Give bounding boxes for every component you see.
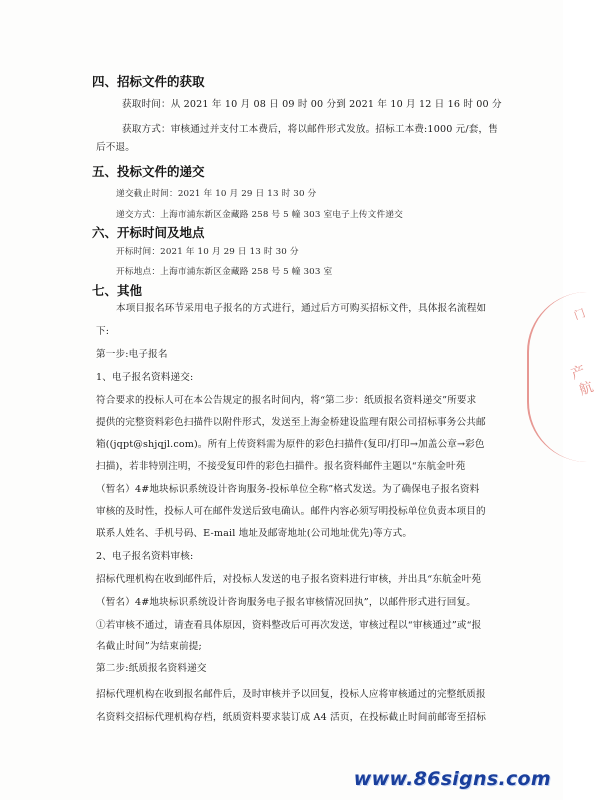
section-7-heading: 七、其他 <box>92 283 143 298</box>
s7-line: 名资料交招标代理机构存档，纸质资料要求装订成 A4 活页，在投标截止时间前邮寄至招标 <box>96 712 486 723</box>
s7-line: 联系人姓名、手机号码、E-mail 地址及邮寄地址(公司地址优先)等方式。 <box>96 528 413 539</box>
s7-subtitle-2: 2、电子报名资料审核: <box>96 551 194 562</box>
s5-place: 递交方式：上海市浦东新区金藏路 258 号 5 幢 303 室电子上传文件递交 <box>116 210 403 220</box>
s7-line: 下: <box>96 326 110 337</box>
s7-subtitle-1: 1、电子报名资料递交: <box>96 372 194 383</box>
s7-line: （暂名）4#地块标识系统设计咨询服务电子报名审核情况回执”，以邮件形式进行回复。 <box>96 597 477 608</box>
official-seal-fragment <box>527 292 596 462</box>
site-watermark: www.86signs.com <box>353 768 551 790</box>
s7-line: ①若审核不通过，请查看具体原因，资料整改后可再次发送，审核过程以“审核通过”或“报 <box>96 620 482 631</box>
s7-line: 箱((jqpt@shjqjl.com)。所有上传资料需为原件的彩色扫描件(复印/打印→加盖公章→彩色 <box>96 439 485 450</box>
s6-time: 开标时间：2021 年 10 月 29 日 13 时 30 分 <box>116 247 299 257</box>
s7-step2-title: 第二步:纸质报名资料递交 <box>96 663 207 674</box>
s5-deadline: 递交截止时间：2021 年 10 月 29 日 13 时 30 分 <box>116 189 317 199</box>
s7-line: 名截止时间”为结束前提; <box>96 641 202 652</box>
s7-line: 扫描)，若非特别注明，不接受复印件的彩色扫描件。报名资料邮件主题以“东航金叶苑 <box>96 461 466 472</box>
section-5-heading: 五、投标文件的递交 <box>92 164 205 179</box>
s4-method-1: 获取方式：审核通过并支付工本费后，将以邮件形式发放。招标工本费:1000 元/套，售 <box>122 124 499 135</box>
s4-method-2: 后不退。 <box>96 142 135 153</box>
seal-char: 产 <box>569 363 588 383</box>
s6-place: 开标地点：上海市浦东新区金藏路 258 号 5 幢 303 室 <box>116 267 333 277</box>
s7-line: 本项目报名环节采用电子报名的方式进行，通过后方可购买招标文件，具体报名流程如 <box>116 303 487 314</box>
s7-line: 提供的完整资料彩色扫描件以附件形式，发送至上海金桥建设监理有限公司招标事务公共邮 <box>96 417 486 428</box>
s7-line: 招标代理机构在收到邮件后，对投标人发送的电子报名资料进行审核，并出具“东航金叶苑 <box>96 574 482 585</box>
s4-time: 获取时间：从 2021 年 10 月 08 日 09 时 00 分到 2021 年 10 月 12 日 16 时 00 分 <box>122 99 502 110</box>
s7-line: （暂名）4#地块标识系统设计咨询服务-投标单位全称”格式发送。为了确保电子报名资料 <box>96 484 480 495</box>
s7-line: 审核的及时性，投标人可在邮件发送后致电确认。邮件内容必须写明投标单位负责本项目的 <box>96 506 486 517</box>
s7-line: 招标代理机构在收到报名邮件后，及时审核并予以回复，投标人应将审核通过的完整纸质报 <box>96 689 486 700</box>
seal-char: 航 <box>577 379 596 399</box>
seal-char: 门 <box>572 306 588 323</box>
section-4-heading: 四、招标文件的获取 <box>92 74 205 89</box>
section-6-heading: 六、开标时间及地点 <box>92 225 205 240</box>
s7-step1-title: 第一步:电子报名 <box>96 349 168 360</box>
s7-line: 符合要求的投标人可在本公告规定的报名时间内，将“第二步：纸质报名资料递交”所要求 <box>96 395 477 406</box>
